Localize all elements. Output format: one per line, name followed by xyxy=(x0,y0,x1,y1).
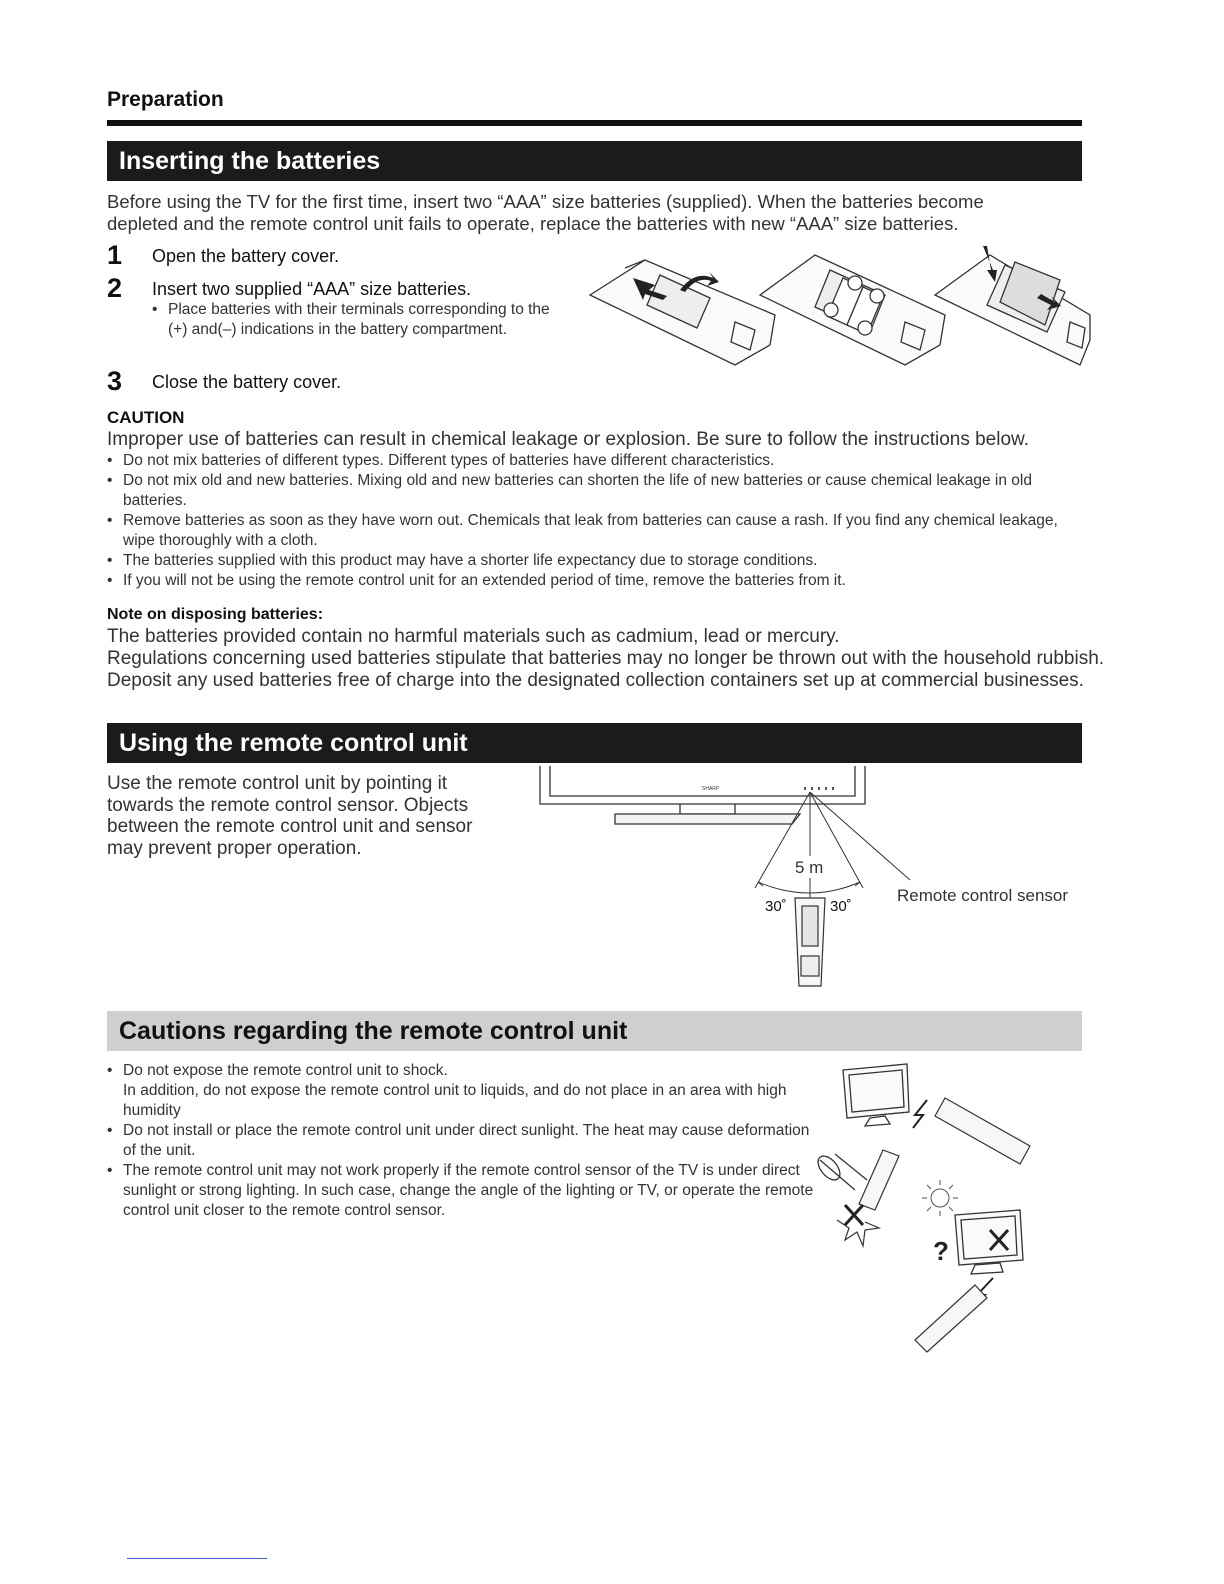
tv-illustration xyxy=(843,1064,909,1126)
remote-illustration xyxy=(859,1150,899,1210)
question-mark-icon: ? xyxy=(933,1236,949,1266)
cautions-remote-item: • The remote control unit may not work properly if the remote control sensor of the TV is under direct sunlight or strong lighting. In such case, change the angle of the lighting or TV, or operate the remote control unit closer to the remote control sensor. xyxy=(107,1161,822,1221)
remote-close-cover-illustration xyxy=(935,255,1090,365)
disposal-heading: Note on disposing batteries: xyxy=(107,606,324,623)
step-number: 3 xyxy=(107,366,123,396)
sensor-label: Remote control sensor xyxy=(897,886,1069,905)
sensor-indicators xyxy=(804,787,834,790)
caution-item: • Remove batteries as soon as they have worn out. Chemicals that leak from batteries can cause a rash. If you find any chemical leakage, wipe thoroughly with a cloth. xyxy=(107,511,1072,551)
battery-insertion-illustration xyxy=(585,240,1095,370)
remote-batteries-illustration xyxy=(760,255,945,365)
inserting-intro: Before using the TV for the first time, insert two “AAA” size batteries (supplied). When the batteries become depleted and the remote control unit fails to operate, replace the batteries with new “AAA” size batteries. xyxy=(107,191,984,234)
cautions-remote-item: • Do not install or place the remote control unit under direct sunlight. The heat may cause deformation of the unit. xyxy=(107,1121,822,1161)
caution-item: • The batteries supplied with this product may have a shorter life expectancy due to storage conditions. xyxy=(107,551,1072,571)
sun-icon xyxy=(922,1180,958,1216)
step-2-note xyxy=(152,300,572,340)
step-number: 1 xyxy=(107,240,123,270)
caution-item: • Do not mix batteries of different types. Different types of batteries have different characteristics. xyxy=(107,451,1072,471)
step-number: 2 xyxy=(107,273,123,303)
cautions-remote-list xyxy=(107,1061,822,1221)
caution-intro: Improper use of batteries can result in chemical leakage or explosion. Be sure to follow the instructions below. xyxy=(107,429,1029,450)
remote-range-diagram xyxy=(530,766,1090,996)
signal-icon xyxy=(913,1100,927,1128)
heading-using-remote: Using the remote control unit xyxy=(107,723,1082,763)
disposal-p1: The batteries provided contain no harmful materials such as cadmium, lead or mercury. xyxy=(107,626,840,647)
range-lines xyxy=(755,792,910,902)
cautions-remote-item-line: In addition, do not expose the remote control unit to liquids, and do not place in an area with high humidity xyxy=(123,1082,787,1119)
cautions-remote-item xyxy=(107,1061,822,1121)
tv-illustration xyxy=(955,1210,1023,1274)
caution-item: • If you will not be using the remote control unit for an extended period of time, remove the batteries from it. xyxy=(107,571,1072,591)
footer-rule xyxy=(127,1558,267,1559)
header-rule xyxy=(107,120,1082,126)
tv-illustration xyxy=(540,766,865,824)
remote-open-cover-illustration xyxy=(590,260,775,365)
step-text: Insert two supplied “AAA” size batteries. xyxy=(152,279,472,299)
remote-cautions-illustration xyxy=(815,1060,1045,1360)
caution-list xyxy=(107,451,1072,591)
liquid-illustration xyxy=(815,1152,867,1190)
remote-illustration xyxy=(935,1098,1030,1164)
caution-item: • Do not mix old and new batteries. Mixing old and new batteries can shorten the life of new batteries or cause chemical leakage in old batteries. xyxy=(107,471,1072,511)
x-mark-icon xyxy=(845,1205,863,1225)
tv-brand-label: SHARP xyxy=(702,786,720,792)
shock-icon xyxy=(837,1220,879,1246)
distance-label: 5 m xyxy=(795,858,824,877)
heading-inserting-batteries: Inserting the batteries xyxy=(107,141,1082,181)
caution-heading: CAUTION xyxy=(107,408,185,427)
section-label: Preparation xyxy=(107,88,224,111)
angle-right-label: 30˚ xyxy=(830,898,852,915)
step-text: Open the battery cover. xyxy=(152,246,340,266)
step-2-note-text: • Place batteries with their terminals corresponding to the (+) and(–) indications in the battery compartment. xyxy=(152,300,572,340)
remote-illustration xyxy=(915,1285,987,1352)
cautions-remote-item-line: • Do not expose the remote control unit to shock. xyxy=(123,1062,448,1079)
angle-left-label: 30˚ xyxy=(765,898,787,915)
step-text: Close the battery cover. xyxy=(152,372,342,392)
disposal-p2: Regulations concerning used batteries stipulate that batteries may no longer be thrown out with the household rubbish. Deposit any used batteries free of charge into the designated collection containers set up at commercial businesses. xyxy=(107,648,1105,691)
using-text: Use the remote control unit by pointing it towards the remote control sensor. Objects between the remote control unit and sensor may prevent proper operation. xyxy=(107,773,473,859)
heading-cautions-remote: Cautions regarding the remote control unit xyxy=(107,1011,1082,1051)
remote-illustration xyxy=(795,898,825,986)
